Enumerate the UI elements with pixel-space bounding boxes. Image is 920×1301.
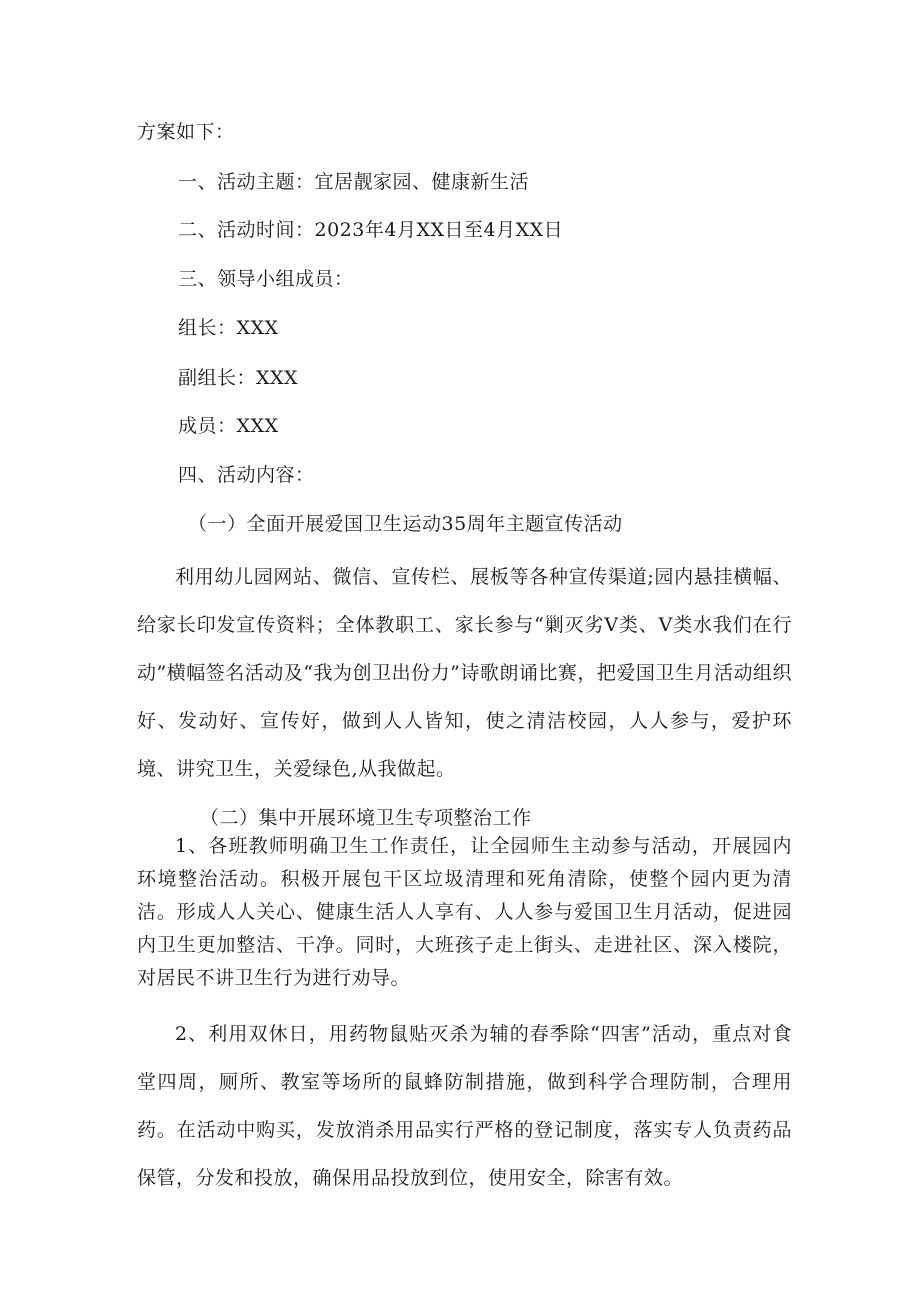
section-2-item-2: 2、利用双休日，用药物鼠贴灭杀为辅的春季除“四害”活动，重点对食堂四周，厕所、教室等场所的鼠蜂防制措施，做到科学合理防制，合理用药。在活动中购买，发放消杀用品实行严格的登记制度，落实专人负责药品保管，分发和投放，确保用品投放到位，使用安全，除害有效。 bbox=[137, 1023, 792, 1189]
section-2-heading: （二）集中开展环境卫生专项整治工作 bbox=[200, 807, 532, 829]
team-leader: 组长：XXX bbox=[178, 317, 279, 339]
activity-time: 二、活动时间：2023年4月XX日至4月XX日 bbox=[178, 219, 564, 241]
section-1-heading: （一）全面开展爱国卫生运动35周年主题宣传活动 bbox=[188, 513, 623, 535]
section-2-item-1: 1、各班教师明确卫生工作责任，让全园师生主动参与活动，开展园内环境整治活动。积极开展包干区垃圾清理和死角清除，使整个园内更为清洁。形成人人关心、健康生活人人享有、人人参与爱国卫生月活动，促进园内卫生更加整洁、干净。同时，大班孩子走上街头、走进社区、深入楼院，对居民不讲卫生行为进行劝导。 bbox=[137, 835, 792, 989]
content-heading: 四、活动内容： bbox=[178, 464, 315, 486]
activity-theme: 一、活动主题：宜居靓家园、健康新生活 bbox=[178, 171, 530, 193]
deputy-leader: 副组长：XXX bbox=[178, 367, 299, 389]
intro-line: 方案如下： bbox=[137, 121, 235, 143]
section-1-body: 利用幼儿园网站、微信、宣传栏、展板等各种宣传渠道;园内悬挂横幅、给家长印发宣传资料；全体教职工、家长参与“剿灭劣V类、V类水我们在行动”横幅签名活动及“我为创卫出份力”诗歌朗诵比赛，把爱国卫生月活动组织好、发动好、宣传好，做到人人皆知，使之清洁校园，人人参与，爱护环境、讲究卫生，关爱绿色,从我做起。 bbox=[137, 566, 792, 780]
team-members: 成员：XXX bbox=[178, 415, 279, 437]
leadership-heading: 三、领导小组成员： bbox=[178, 268, 354, 290]
